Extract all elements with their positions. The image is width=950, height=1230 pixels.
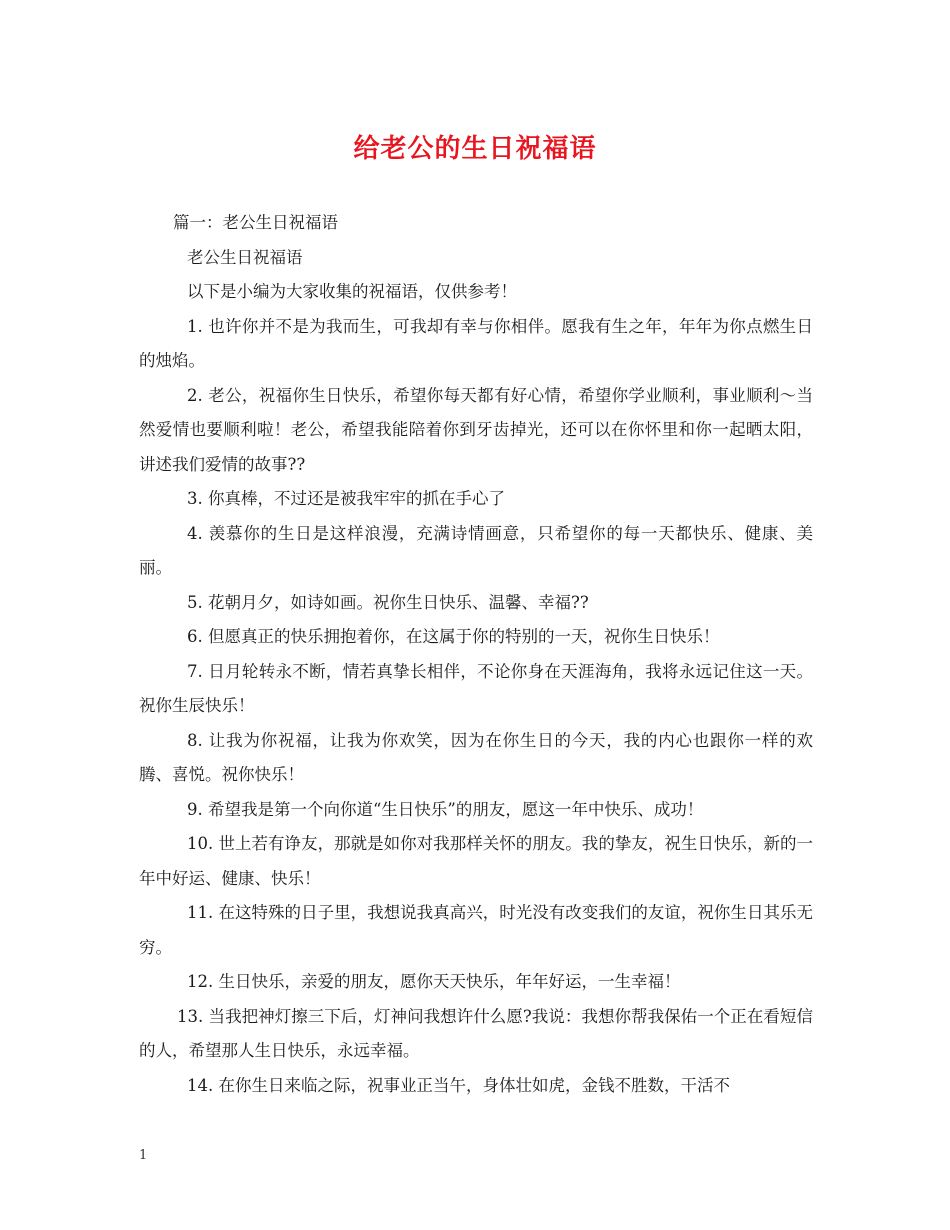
sub-heading: 老公生日祝福语: [187, 247, 303, 267]
list-item: 1. 也许你并不是为我而生，可我却有幸与你相伴。愿我有生之年，年年为你点燃生日的烛焰。: [139, 316, 813, 370]
intro-paragraph: 以下是小编为大家收集的祝福语，仅供参考！: [187, 282, 517, 301]
list-item: 11. 在这特殊的日子里，我想说我真高兴，时光没有改变我们的友谊，祝你生日其乐无穷。: [139, 903, 813, 957]
list-item: 8. 让我为你祝福，让我为你欢笑，因为在你生日的今天，我的内心也跟你一样的欢腾、喜悦。祝你快乐！: [139, 730, 813, 784]
document-title: 给老公的生日祝福语: [353, 134, 597, 164]
list-item: 3. 你真棒，不过还是被我牢牢的抓在手心了: [187, 489, 505, 508]
list-item: 12. 生日快乐，亲爱的朋友，愿你天天快乐，年年好运，一生幸福！: [187, 972, 681, 991]
list-item: 4. 羡慕你的生日是这样浪漫，充满诗情画意，只希望你的每一天都快乐、健康、美丽。: [139, 523, 813, 577]
list-item: 14. 在你生日来临之际，祝事业正当午，身体壮如虎，金钱不胜数，干活不: [187, 1075, 730, 1095]
section-heading: 篇一：老公生日祝福语: [173, 213, 338, 232]
list-item: 2. 老公，祝福你生日快乐，希望你每天都有好心情，希望你学业顺利，事业顺利～当然爱情也要顺利啦！老公，希望我能陪着你到牙齿掉光，还可以在你怀里和你一起晒太阳，讲述我们爱情的故事??: [139, 385, 813, 474]
page-number: 1: [139, 1148, 148, 1163]
list-item: 13. 当我把神灯擦三下后，灯神问我想许什么愿?我说：我想你帮我保佑一个正在看短信的人，希望那人生日快乐，永远幸福。: [139, 1006, 813, 1060]
list-item: 10. 世上若有诤友，那就是如你对我那样关怀的朋友。我的挚友，祝生日快乐，新的一年中好运、健康、快乐！: [139, 834, 813, 888]
list-item: 6. 但愿真正的快乐拥抱着你，在这属于你的特别的一天，祝你生日快乐！: [187, 627, 720, 646]
list-item: 7. 日月轮转永不断，情若真挚长相伴，不论你身在天涯海角，我将永远记住这一天。祝你生辰快乐！: [139, 661, 813, 715]
document-body: [139, 206, 813, 1103]
list-item: 9. 希望我是第一个向你道“生日快乐”的朋友，愿这一年中快乐、成功！: [187, 799, 704, 819]
list-item: 5. 花朝月夕，如诗如画。祝你生日快乐、温馨、幸福??: [187, 592, 589, 612]
